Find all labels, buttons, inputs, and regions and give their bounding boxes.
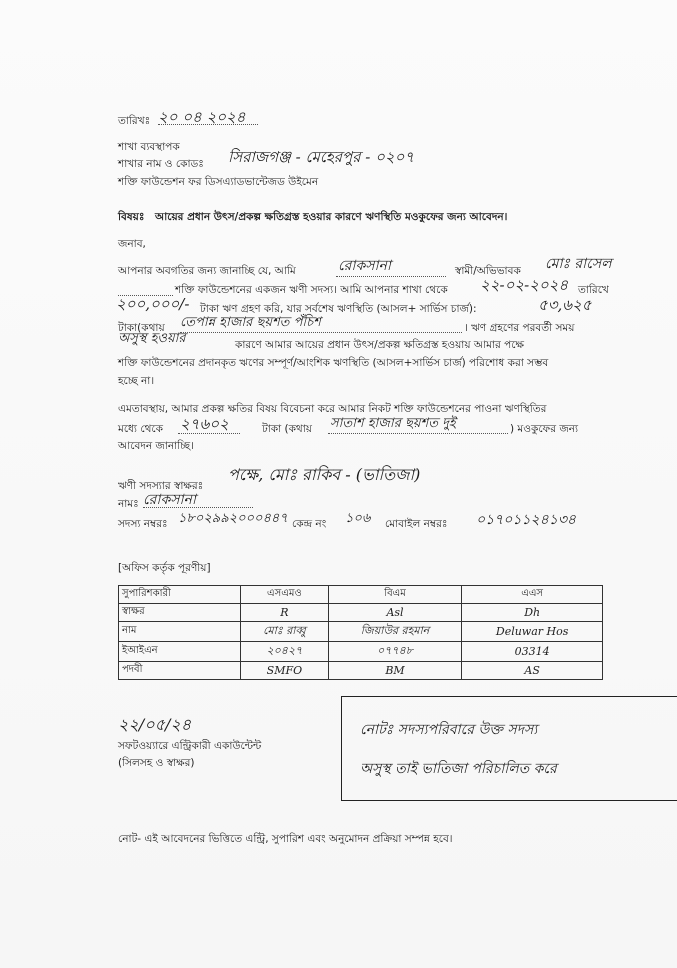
recipient-title: শাখা ব্যবস্থাপক	[118, 141, 180, 153]
subject-text: আয়ের প্রধান উৎস/প্রকল্প ক্ষতিগ্রস্ত হওয়ার কারণে ঋণস্থিতি মওকুফের জন্য আবেদন।	[155, 211, 508, 223]
table-cell: AS	[462, 662, 603, 680]
member-no-label: সদস্য নম্বরঃ	[118, 518, 168, 530]
note-line-2: অসুস্থ তাই ভাতিজা পরিচালিত করে	[360, 761, 557, 777]
body2-p4: ) মওকুফের জন্য	[510, 423, 579, 435]
waiver-in-words: সাতাশ হাজার ছয়শত দুই	[330, 416, 456, 431]
member-name-label: নামঃ	[118, 498, 139, 510]
body1-p3: শক্তি ফাউন্ডেশনের একজন ঋণী সদস্য। আমি আপনার শাখা থেকে	[175, 284, 448, 296]
body2-p5: আবেদন জানাচ্ছি।	[118, 440, 194, 452]
signature-cell: Dh	[462, 604, 603, 622]
organization-name: শক্তি ফাউন্ডেশন ফর ডিসএ্যাডভান্টেজড উইমেন	[118, 176, 319, 188]
member-name-line	[143, 507, 253, 508]
accountant-title: সফটওয়্যারে এন্ট্রিকারী একাউন্টেন্ট	[118, 740, 262, 752]
table-cell: জিয়াউর রহমান	[328, 622, 462, 642]
table-row	[119, 604, 603, 622]
body1-p4: তারিখে	[578, 284, 609, 296]
center-number: ১০৬	[345, 511, 371, 526]
balance-words-line	[180, 332, 462, 333]
body1-p2: স্বামী/অভিভাবক	[455, 265, 521, 277]
waiver-words-line	[328, 433, 508, 434]
body1-p7: । ঋণ গ্রহণের পরবর্তী সময়	[464, 322, 575, 334]
body1-p1: আপনার অবগতির জন্য জানাচ্ছি যে, আমি	[118, 265, 296, 277]
subject-label: বিষয়ঃ	[118, 211, 145, 223]
outstanding-balance: ৫৩,৬২৫	[538, 296, 592, 314]
table-header: বিএম	[328, 586, 462, 604]
signature-cell: Asl	[328, 604, 462, 622]
body2-p1: এমতাবস্থায়, আমার প্রকল্প ক্ষতির বিষয় বিবেচনা করে আমার নিকট শক্তি ফাউন্ডেশনের পাওনা ঋণস্থিতির	[118, 403, 547, 415]
table-header-row	[119, 586, 603, 604]
member-name: রোকসানা	[143, 492, 196, 508]
member-signature-label: ঋণী সদস্যার স্বাক্ষরঃ	[118, 480, 204, 492]
table-cell: ২০৪২৭	[241, 642, 329, 662]
mobile-label: মোবাইল নম্বরঃ	[385, 518, 448, 530]
applicant-name-line	[336, 276, 446, 277]
signature-cell: R	[241, 604, 329, 622]
office-heading: [অফিস কর্তৃক পূরণীয়]	[118, 562, 211, 574]
table-cell: 03314	[462, 642, 603, 662]
table-cell: BM	[328, 662, 462, 680]
handwritten-note-box	[341, 696, 677, 801]
recommendation-table	[118, 585, 603, 680]
body2-p3: টাকা (কথায়	[262, 423, 312, 435]
accountant-seal-note: (সিলসহ ও স্বাক্ষর)	[118, 757, 195, 769]
loan-date: ২২-০২-২০২৪	[480, 276, 569, 294]
member-signature: পক্ষে, মোঃ রাকিব - (ভাতিজা)	[228, 465, 421, 484]
loan-amount: ২০০,০০০/-	[116, 295, 190, 313]
damage-reason: অসুস্থ হওয়ার	[118, 331, 186, 346]
table-cell: ০৭৭৪৮	[328, 642, 462, 662]
center-label: কেন্দ্র নং	[292, 518, 327, 530]
table-row	[119, 662, 603, 680]
table-header: সুপারিশকারী	[119, 586, 241, 604]
guardian-name: মোঃ রাসেল	[545, 256, 612, 272]
waiver-amount-line	[178, 433, 240, 434]
body1-p8: কারণে আমার আয়ের প্রধান উৎস/প্রকল্প ক্ষতিগ্রস্ত হওয়ায় আমার পক্ষে	[235, 339, 524, 351]
body1-p9: শক্তি ফাউন্ডেশনের প্রদানকৃত ঋণের সম্পূর্ণ/আংশিক ঋণস্থিতি (আসল+সার্ভিস চার্জ) পরিশোধ করা সম্ভব	[118, 357, 549, 369]
balance-in-words: তেপান্ন হাজার ছয়শত পঁচিশ	[180, 315, 321, 330]
body1-p5: টাকা ঋণ গ্রহণ করি, যার সর্বশেষ ঋণস্থিতি (আসল+ সার্ভিস চার্জ):	[200, 303, 477, 315]
date-underline	[158, 124, 258, 125]
accountant-date: ২২/০৫/২৪	[118, 715, 192, 734]
row-label: পদবী	[119, 662, 241, 680]
row-label: স্বাক্ষর	[119, 604, 241, 622]
body1-p10: হচ্ছে না।	[118, 375, 155, 387]
table-cell: SMFO	[241, 662, 329, 680]
table-header: এসএমও	[241, 586, 329, 604]
branch-value: সিরাজগঞ্জ - মেহেরপুর - ০২০৭	[228, 148, 415, 166]
body2-p2: মধ্যে থেকে	[118, 423, 163, 435]
table-cell: মোঃ রাব্বু	[241, 622, 329, 642]
member-number: ১৮০২৯৯২০০০৪৪৭	[178, 511, 288, 526]
table-header: এএস	[462, 586, 603, 604]
waiver-amount: ২৭৬০২	[180, 415, 229, 433]
branch-label: শাখার নাম ও কোডঃ	[118, 158, 204, 170]
table-cell: Deluwar Hos	[462, 622, 603, 642]
salutation: জনাব,	[118, 238, 146, 250]
applicant-name: রোকসানা	[338, 258, 391, 274]
footer-note: নোট- এই আবেদনের ভিত্তিতে এন্ট্রি, সুপারিশ এবং অনুমোদন প্রক্রিয়া সম্পন্ন হবে।	[118, 833, 453, 845]
date-value: ২০ ০৪ ২০২৪	[158, 108, 246, 126]
row-label: নাম	[119, 622, 241, 642]
mobile-number: ০১৭০১১২৪১৩৪	[476, 512, 577, 528]
date-label: তারিখঃ	[118, 115, 151, 127]
table-row	[119, 642, 603, 662]
body1-p6: টাকা(কথায়	[118, 322, 165, 334]
row-label: ইআইএন	[119, 642, 241, 662]
note-line-1: নোটঃ সদস্যপরিবারে উক্ত সদস্য	[360, 722, 538, 738]
table-row	[119, 622, 603, 642]
